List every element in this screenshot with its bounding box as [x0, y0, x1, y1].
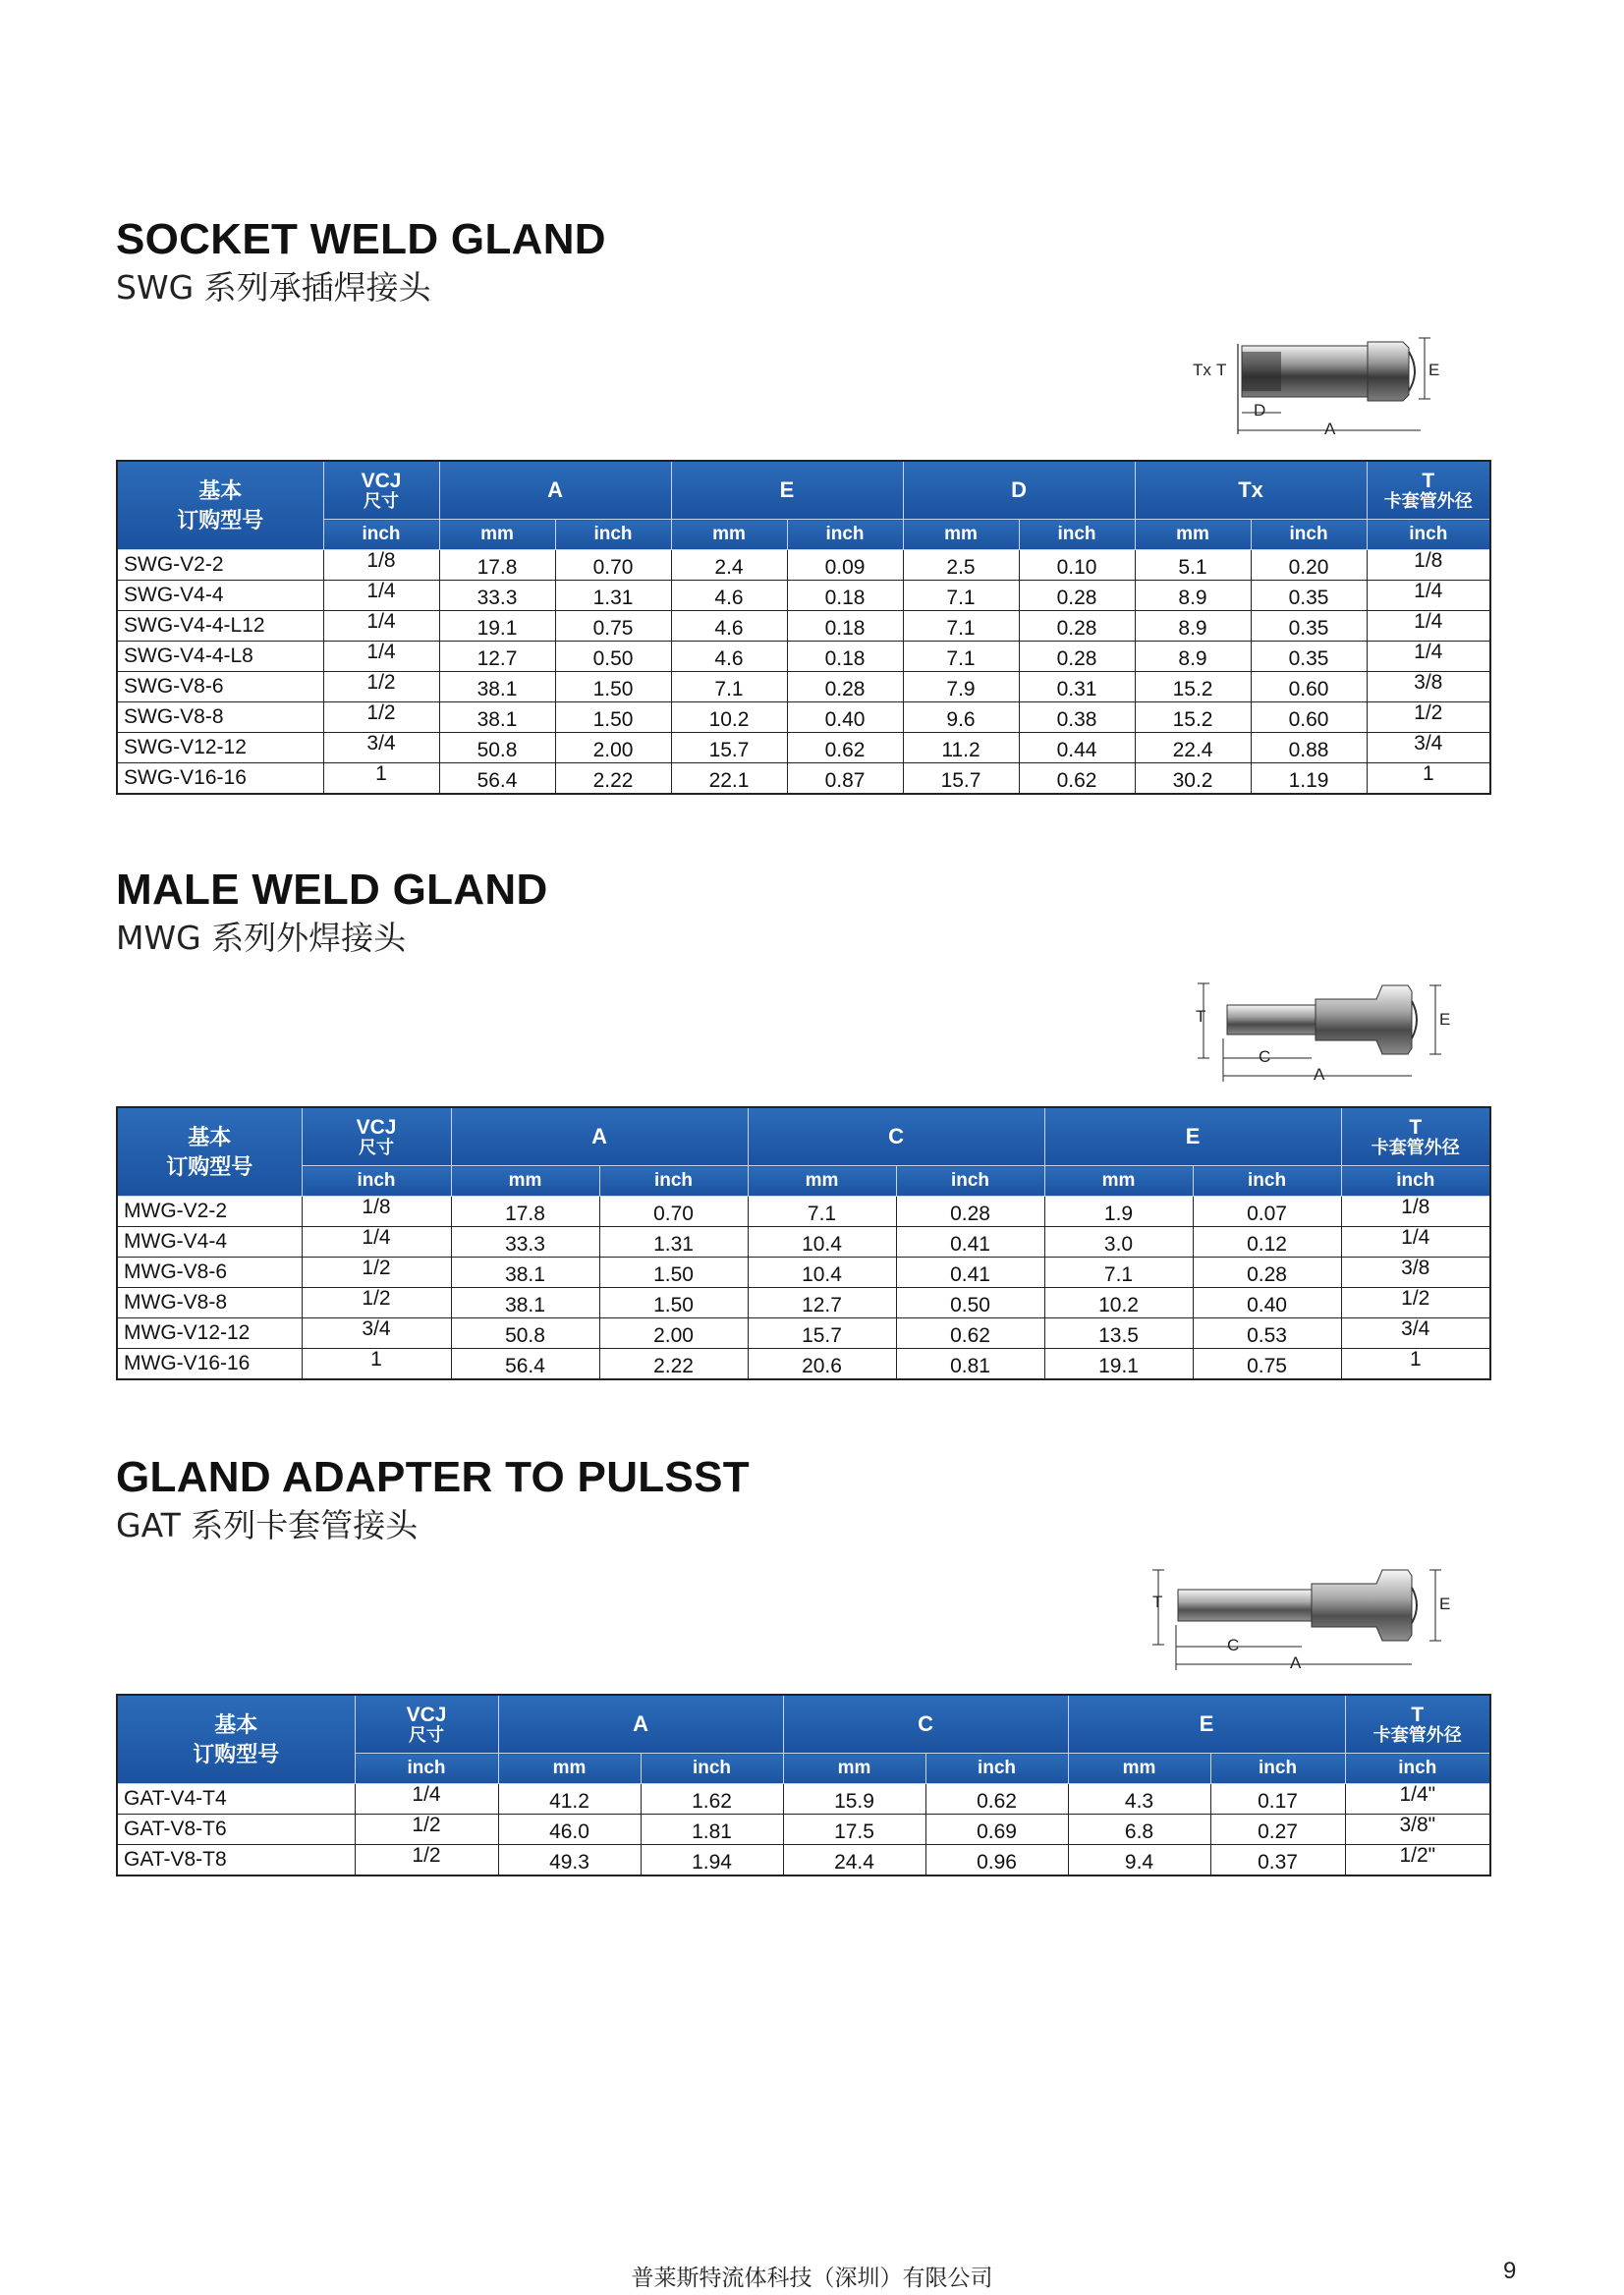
- dimension-cell: 1.50: [555, 672, 671, 702]
- dimension-cell: 12.7: [748, 1288, 896, 1318]
- dimension-cell: 7.1: [671, 672, 787, 702]
- gat-unit-header: mm: [498, 1754, 641, 1784]
- table-row: [117, 733, 1490, 763]
- dimension-cell: 0.10: [1019, 550, 1135, 581]
- dimension-cell: 0.88: [1251, 733, 1367, 763]
- mwg-unit-header: mm: [748, 1166, 896, 1197]
- mwg-header-a: A: [451, 1107, 748, 1166]
- mwg-title: MALE WELD GLAND: [116, 866, 548, 914]
- swg-diagram-label-a: A: [1324, 420, 1336, 438]
- dimension-cell: 2.5: [903, 550, 1019, 581]
- mwg-header-vcj-line2: 尺寸: [359, 1137, 394, 1157]
- part-number-cell: SWG-V12-12: [117, 733, 323, 763]
- vcj-size-cell: 1/4: [302, 1227, 451, 1258]
- vcj-size-cell: 1/2: [323, 702, 439, 733]
- mwg-header-t-line2: 卡套管外径: [1371, 1137, 1460, 1157]
- dimension-cell: 10.4: [748, 1258, 896, 1288]
- swg-header-model-line2: 订购型号: [177, 507, 264, 532]
- dimension-cell: 22.1: [671, 763, 787, 795]
- dimension-cell: 50.8: [439, 733, 555, 763]
- mwg-header-model: [117, 1107, 302, 1197]
- vcj-size-cell: 1/2: [355, 1815, 498, 1845]
- mwg-unit-header: inch: [302, 1166, 451, 1197]
- tube-od-cell: 1/2: [1367, 702, 1490, 733]
- dimension-cell: 8.9: [1135, 611, 1251, 642]
- dimension-cell: 1.94: [641, 1845, 783, 1876]
- gat-header-c: C: [783, 1695, 1068, 1754]
- dimension-cell: 1.50: [599, 1258, 748, 1288]
- swg-header-vcj: [323, 461, 439, 520]
- swg-unit-header: inch: [1367, 520, 1490, 550]
- tube-od-cell: 1/4: [1367, 581, 1490, 611]
- dimension-cell: 38.1: [439, 672, 555, 702]
- table-row: [117, 672, 1490, 702]
- gat-unit-header: mm: [1068, 1754, 1210, 1784]
- dimension-cell: 24.4: [783, 1845, 925, 1876]
- dimension-cell: 0.70: [599, 1197, 748, 1227]
- vcj-size-cell: 1/2: [302, 1258, 451, 1288]
- mwg-header-vcj: [302, 1107, 451, 1166]
- dimension-cell: 0.62: [896, 1318, 1044, 1349]
- part-number-cell: GAT-V4-T4: [117, 1784, 355, 1815]
- table-row: [117, 1197, 1490, 1227]
- dimension-cell: 1.81: [641, 1815, 783, 1845]
- gat-title: GLAND ADAPTER TO PULSST: [116, 1453, 750, 1501]
- dimension-cell: 0.40: [1193, 1288, 1341, 1318]
- mwg-diagram-label-a: A: [1314, 1065, 1325, 1084]
- swg-diagram: [1179, 324, 1464, 442]
- dimension-cell: 0.28: [896, 1197, 1044, 1227]
- dimension-cell: 0.87: [787, 763, 903, 795]
- table-row: [117, 1318, 1490, 1349]
- dimension-cell: 49.3: [498, 1845, 641, 1876]
- mwg-unit-header: inch: [1341, 1166, 1490, 1197]
- table-row: [117, 1227, 1490, 1258]
- dimension-cell: 4.6: [671, 581, 787, 611]
- dimension-cell: 7.1: [903, 611, 1019, 642]
- dimension-cell: 4.6: [671, 642, 787, 672]
- part-number-cell: MWG-V8-6: [117, 1258, 302, 1288]
- dimension-cell: 33.3: [451, 1227, 599, 1258]
- swg-header-vcj-line1: VCJ: [361, 469, 402, 492]
- dimension-cell: 17.8: [451, 1197, 599, 1227]
- tube-od-cell: 3/8": [1345, 1815, 1490, 1845]
- vcj-size-cell: 1/4: [323, 611, 439, 642]
- dimension-cell: 3.0: [1044, 1227, 1193, 1258]
- table-row: [117, 763, 1490, 795]
- gat-unit-header: inch: [355, 1754, 498, 1784]
- mwg-diagram-label-e: E: [1439, 1010, 1451, 1029]
- dimension-cell: 50.8: [451, 1318, 599, 1349]
- table-row: [117, 550, 1490, 581]
- part-number-cell: SWG-V8-6: [117, 672, 323, 702]
- dimension-cell: 0.62: [925, 1784, 1068, 1815]
- dimension-cell: 0.18: [787, 581, 903, 611]
- gat-unit-header: inch: [641, 1754, 783, 1784]
- part-number-cell: SWG-V4-4-L12: [117, 611, 323, 642]
- tube-od-cell: 1/4: [1367, 642, 1490, 672]
- dimension-cell: 0.18: [787, 642, 903, 672]
- mwg-subtitle: MWG 系列外焊接头: [116, 919, 407, 957]
- gat-header-a: A: [498, 1695, 783, 1754]
- mwg-header-e: E: [1044, 1107, 1341, 1166]
- tube-od-cell: 1/4: [1341, 1227, 1490, 1258]
- dimension-cell: 10.4: [748, 1227, 896, 1258]
- dimension-cell: 0.38: [1019, 702, 1135, 733]
- dimension-cell: 2.4: [671, 550, 787, 581]
- dimension-cell: 1.9: [1044, 1197, 1193, 1227]
- dimension-cell: 1.19: [1251, 763, 1367, 795]
- dimension-cell: 0.96: [925, 1845, 1068, 1876]
- dimension-cell: 0.62: [1019, 763, 1135, 795]
- swg-diagram-label-e: E: [1428, 361, 1440, 379]
- tube-od-cell: 1/2": [1345, 1845, 1490, 1876]
- swg-header-t: [1367, 461, 1490, 520]
- mwg-diagram-label-c: C: [1259, 1047, 1271, 1066]
- dimension-cell: 8.9: [1135, 642, 1251, 672]
- gat-header-vcj: [355, 1695, 498, 1754]
- dimension-cell: 15.2: [1135, 672, 1251, 702]
- swg-diagram-label-tx: Tx: [1193, 361, 1211, 379]
- swg-heading: [116, 215, 1491, 307]
- dimension-cell: 15.7: [748, 1318, 896, 1349]
- dimension-cell: 17.8: [439, 550, 555, 581]
- dimension-cell: 0.35: [1251, 581, 1367, 611]
- part-number-cell: SWG-V16-16: [117, 763, 323, 795]
- swg-header-model: [117, 461, 323, 550]
- vcj-size-cell: 1/4: [323, 642, 439, 672]
- swg-header-d: D: [903, 461, 1135, 520]
- swg-unit-header: inch: [1251, 520, 1367, 550]
- table-row: [117, 1349, 1490, 1380]
- dimension-cell: 0.60: [1251, 672, 1367, 702]
- vcj-size-cell: 1/2: [302, 1288, 451, 1318]
- dimension-cell: 0.40: [787, 702, 903, 733]
- dimension-cell: 7.9: [903, 672, 1019, 702]
- dimension-cell: 0.41: [896, 1227, 1044, 1258]
- swg-unit-row: [117, 520, 1490, 550]
- dimension-cell: 10.2: [1044, 1288, 1193, 1318]
- dimension-cell: 33.3: [439, 581, 555, 611]
- swg-header-t-line2: 卡套管外径: [1383, 490, 1473, 511]
- gat-header-t-line2: 卡套管外径: [1372, 1724, 1462, 1745]
- dimension-cell: 15.9: [783, 1784, 925, 1815]
- gat-unit-header: inch: [1345, 1754, 1490, 1784]
- mwg-diagram-label-t: T: [1196, 1007, 1206, 1026]
- dimension-cell: 0.35: [1251, 642, 1367, 672]
- dimension-cell: 0.62: [787, 733, 903, 763]
- gat-unit-header: inch: [925, 1754, 1068, 1784]
- dimension-cell: 19.1: [1044, 1349, 1193, 1380]
- tube-od-cell: 3/8: [1367, 672, 1490, 702]
- dimension-cell: 11.2: [903, 733, 1019, 763]
- dimension-cell: 4.3: [1068, 1784, 1210, 1815]
- dimension-cell: 20.6: [748, 1349, 896, 1380]
- dimension-cell: 10.2: [671, 702, 787, 733]
- gat-diagram-label-c: C: [1227, 1636, 1240, 1654]
- dimension-cell: 0.27: [1210, 1815, 1345, 1845]
- vcj-size-cell: 3/4: [302, 1318, 451, 1349]
- dimension-cell: 1.62: [641, 1784, 783, 1815]
- dimension-cell: 0.53: [1193, 1318, 1341, 1349]
- swg-unit-header: inch: [787, 520, 903, 550]
- dimension-cell: 7.1: [748, 1197, 896, 1227]
- dimension-cell: 0.28: [787, 672, 903, 702]
- dimension-cell: 15.2: [1135, 702, 1251, 733]
- part-number-cell: SWG-V8-8: [117, 702, 323, 733]
- vcj-size-cell: 1/8: [323, 550, 439, 581]
- swg-table: [116, 460, 1491, 795]
- vcj-size-cell: 1: [302, 1349, 451, 1380]
- dimension-cell: 7.1: [903, 642, 1019, 672]
- dimension-cell: 2.00: [599, 1318, 748, 1349]
- dimension-cell: 0.28: [1019, 611, 1135, 642]
- table-row: [117, 1258, 1490, 1288]
- vcj-size-cell: 1/2: [323, 672, 439, 702]
- swg-header-t-line1: T: [1422, 469, 1435, 492]
- mwg-header-t: [1341, 1107, 1490, 1166]
- mwg-unit-row: [117, 1166, 1490, 1197]
- gat-header-vcj-line1: VCJ: [406, 1703, 447, 1726]
- swg-header-a: A: [439, 461, 671, 520]
- swg-subtitle: SWG 系列承插焊接头: [116, 268, 431, 307]
- dimension-cell: 0.07: [1193, 1197, 1341, 1227]
- vcj-size-cell: 1: [323, 763, 439, 795]
- gat-diagram: [1145, 1564, 1469, 1672]
- gat-diagram-label-t: T: [1152, 1593, 1163, 1611]
- dimension-cell: 2.22: [555, 763, 671, 795]
- part-number-cell: MWG-V8-8: [117, 1288, 302, 1318]
- part-number-cell: MWG-V2-2: [117, 1197, 302, 1227]
- gat-heading: [116, 1453, 1491, 1544]
- swg-table-body: [117, 550, 1490, 795]
- dimension-cell: 0.09: [787, 550, 903, 581]
- tube-od-cell: 1/4": [1345, 1784, 1490, 1815]
- part-number-cell: GAT-V8-T8: [117, 1845, 355, 1876]
- gat-table: [116, 1694, 1491, 1876]
- table-row: [117, 581, 1490, 611]
- swg-header-model-line1: 基本: [198, 477, 243, 503]
- dimension-cell: 0.50: [555, 642, 671, 672]
- dimension-cell: 8.9: [1135, 581, 1251, 611]
- tube-od-cell: 1/8: [1367, 550, 1490, 581]
- mwg-unit-header: inch: [896, 1166, 1044, 1197]
- swg-unit-header: mm: [671, 520, 787, 550]
- dimension-cell: 0.20: [1251, 550, 1367, 581]
- mwg-table-body: [117, 1197, 1490, 1380]
- part-number-cell: SWG-V4-4: [117, 581, 323, 611]
- tube-od-cell: 1: [1367, 763, 1490, 795]
- dimension-cell: 56.4: [439, 763, 555, 795]
- footer-company-name: 普莱斯特流体科技（深圳）有限公司: [631, 2266, 993, 2291]
- gat-header-t: [1345, 1695, 1490, 1754]
- swg-diagram-label-t: T: [1216, 361, 1227, 379]
- dimension-cell: 0.31: [1019, 672, 1135, 702]
- mwg-header-t-line1: T: [1409, 1115, 1423, 1139]
- gat-diagram-label-e: E: [1439, 1595, 1451, 1613]
- dimension-cell: 0.70: [555, 550, 671, 581]
- swg-unit-header: mm: [1135, 520, 1251, 550]
- table-row: [117, 1845, 1490, 1876]
- mwg-header-model-line1: 基本: [188, 1124, 232, 1149]
- swg-unit-header: inch: [1019, 520, 1135, 550]
- dimension-cell: 0.17: [1210, 1784, 1345, 1815]
- swg-unit-header: mm: [439, 520, 555, 550]
- dimension-cell: 1.31: [555, 581, 671, 611]
- dimension-cell: 0.69: [925, 1815, 1068, 1845]
- page-number: 9: [1503, 2258, 1517, 2284]
- swg-unit-header: inch: [323, 520, 439, 550]
- mwg-unit-header: mm: [1044, 1166, 1193, 1197]
- table-row: [117, 702, 1490, 733]
- dimension-cell: 12.7: [439, 642, 555, 672]
- dimension-cell: 7.1: [903, 581, 1019, 611]
- dimension-cell: 0.44: [1019, 733, 1135, 763]
- part-number-cell: MWG-V12-12: [117, 1318, 302, 1349]
- gat-subtitle: GAT 系列卡套管接头: [116, 1506, 419, 1544]
- dimension-cell: 4.6: [671, 611, 787, 642]
- vcj-size-cell: 1/4: [323, 581, 439, 611]
- tube-od-cell: 3/4: [1341, 1318, 1490, 1349]
- dimension-cell: 0.37: [1210, 1845, 1345, 1876]
- part-number-cell: GAT-V8-T6: [117, 1815, 355, 1845]
- dimension-cell: 5.1: [1135, 550, 1251, 581]
- swg-header-vcj-line2: 尺寸: [364, 490, 399, 511]
- dimension-cell: 38.1: [451, 1258, 599, 1288]
- dimension-cell: 0.28: [1019, 581, 1135, 611]
- gat-unit-header: mm: [783, 1754, 925, 1784]
- part-number-cell: MWG-V4-4: [117, 1227, 302, 1258]
- vcj-size-cell: 1/8: [302, 1197, 451, 1227]
- dimension-cell: 0.28: [1019, 642, 1135, 672]
- vcj-size-cell: 1/2: [355, 1845, 498, 1876]
- part-number-cell: SWG-V4-4-L8: [117, 642, 323, 672]
- tube-od-cell: 1/8: [1341, 1197, 1490, 1227]
- mwg-header-model-line2: 订购型号: [166, 1153, 253, 1179]
- dimension-cell: 0.12: [1193, 1227, 1341, 1258]
- mwg-table: [116, 1106, 1491, 1380]
- part-number-cell: SWG-V2-2: [117, 550, 323, 581]
- dimension-cell: 0.60: [1251, 702, 1367, 733]
- mwg-unit-header: mm: [451, 1166, 599, 1197]
- mwg-header-c: C: [748, 1107, 1044, 1166]
- table-row: [117, 1784, 1490, 1815]
- tube-od-cell: 1: [1341, 1349, 1490, 1380]
- gat-unit-header: inch: [1210, 1754, 1345, 1784]
- table-row: [117, 1815, 1490, 1845]
- swg-title: SOCKET WELD GLAND: [116, 215, 606, 263]
- dimension-cell: 2.22: [599, 1349, 748, 1380]
- dimension-cell: 15.7: [903, 763, 1019, 795]
- dimension-cell: 13.5: [1044, 1318, 1193, 1349]
- swg-unit-header: mm: [903, 520, 1019, 550]
- dimension-cell: 0.18: [787, 611, 903, 642]
- dimension-cell: 1.31: [599, 1227, 748, 1258]
- dimension-cell: 15.7: [671, 733, 787, 763]
- dimension-cell: 9.6: [903, 702, 1019, 733]
- dimension-cell: 0.41: [896, 1258, 1044, 1288]
- dimension-cell: 19.1: [439, 611, 555, 642]
- dimension-cell: 22.4: [1135, 733, 1251, 763]
- gat-diagram-label-a: A: [1290, 1653, 1302, 1672]
- dimension-cell: 2.00: [555, 733, 671, 763]
- gat-table-body: [117, 1784, 1490, 1876]
- mwg-header-vcj-line1: VCJ: [356, 1115, 397, 1139]
- swg-header-tx: Tx: [1135, 461, 1367, 520]
- dimension-cell: 0.81: [896, 1349, 1044, 1380]
- mwg-diagram: [1184, 978, 1469, 1086]
- dimension-cell: 30.2: [1135, 763, 1251, 795]
- tube-od-cell: 3/4: [1367, 733, 1490, 763]
- dimension-cell: 17.5: [783, 1815, 925, 1845]
- gat-header-e: E: [1068, 1695, 1345, 1754]
- tube-od-cell: 1/4: [1367, 611, 1490, 642]
- gat-header-model-line1: 基本: [214, 1711, 258, 1737]
- swg-header-e: E: [671, 461, 903, 520]
- dimension-cell: 46.0: [498, 1815, 641, 1845]
- dimension-cell: 38.1: [451, 1288, 599, 1318]
- dimension-cell: 1.50: [555, 702, 671, 733]
- dimension-cell: 9.4: [1068, 1845, 1210, 1876]
- dimension-cell: 1.50: [599, 1288, 748, 1318]
- tube-od-cell: 3/8: [1341, 1258, 1490, 1288]
- mwg-heading: [116, 866, 1491, 957]
- dimension-cell: 38.1: [439, 702, 555, 733]
- vcj-size-cell: 1/4: [355, 1784, 498, 1815]
- tube-od-cell: 1/2: [1341, 1288, 1490, 1318]
- dimension-cell: 7.1: [1044, 1258, 1193, 1288]
- gat-header-model: [117, 1695, 355, 1784]
- table-row: [117, 1288, 1490, 1318]
- gat-header-vcj-line2: 尺寸: [409, 1724, 444, 1745]
- dimension-cell: 56.4: [451, 1349, 599, 1380]
- dimension-cell: 0.75: [1193, 1349, 1341, 1380]
- vcj-size-cell: 3/4: [323, 733, 439, 763]
- mwg-unit-header: inch: [1193, 1166, 1341, 1197]
- dimension-cell: 0.28: [1193, 1258, 1341, 1288]
- gat-header-model-line2: 订购型号: [193, 1741, 280, 1766]
- part-number-cell: MWG-V16-16: [117, 1349, 302, 1380]
- table-row: [117, 611, 1490, 642]
- table-row: [117, 642, 1490, 672]
- dimension-cell: 6.8: [1068, 1815, 1210, 1845]
- dimension-cell: 0.75: [555, 611, 671, 642]
- gat-header-t-line1: T: [1411, 1703, 1425, 1726]
- dimension-cell: 0.35: [1251, 611, 1367, 642]
- swg-diagram-label-d: D: [1254, 401, 1266, 420]
- dimension-cell: 41.2: [498, 1784, 641, 1815]
- dimension-cell: 0.50: [896, 1288, 1044, 1318]
- swg-unit-header: inch: [555, 520, 671, 550]
- mwg-unit-header: inch: [599, 1166, 748, 1197]
